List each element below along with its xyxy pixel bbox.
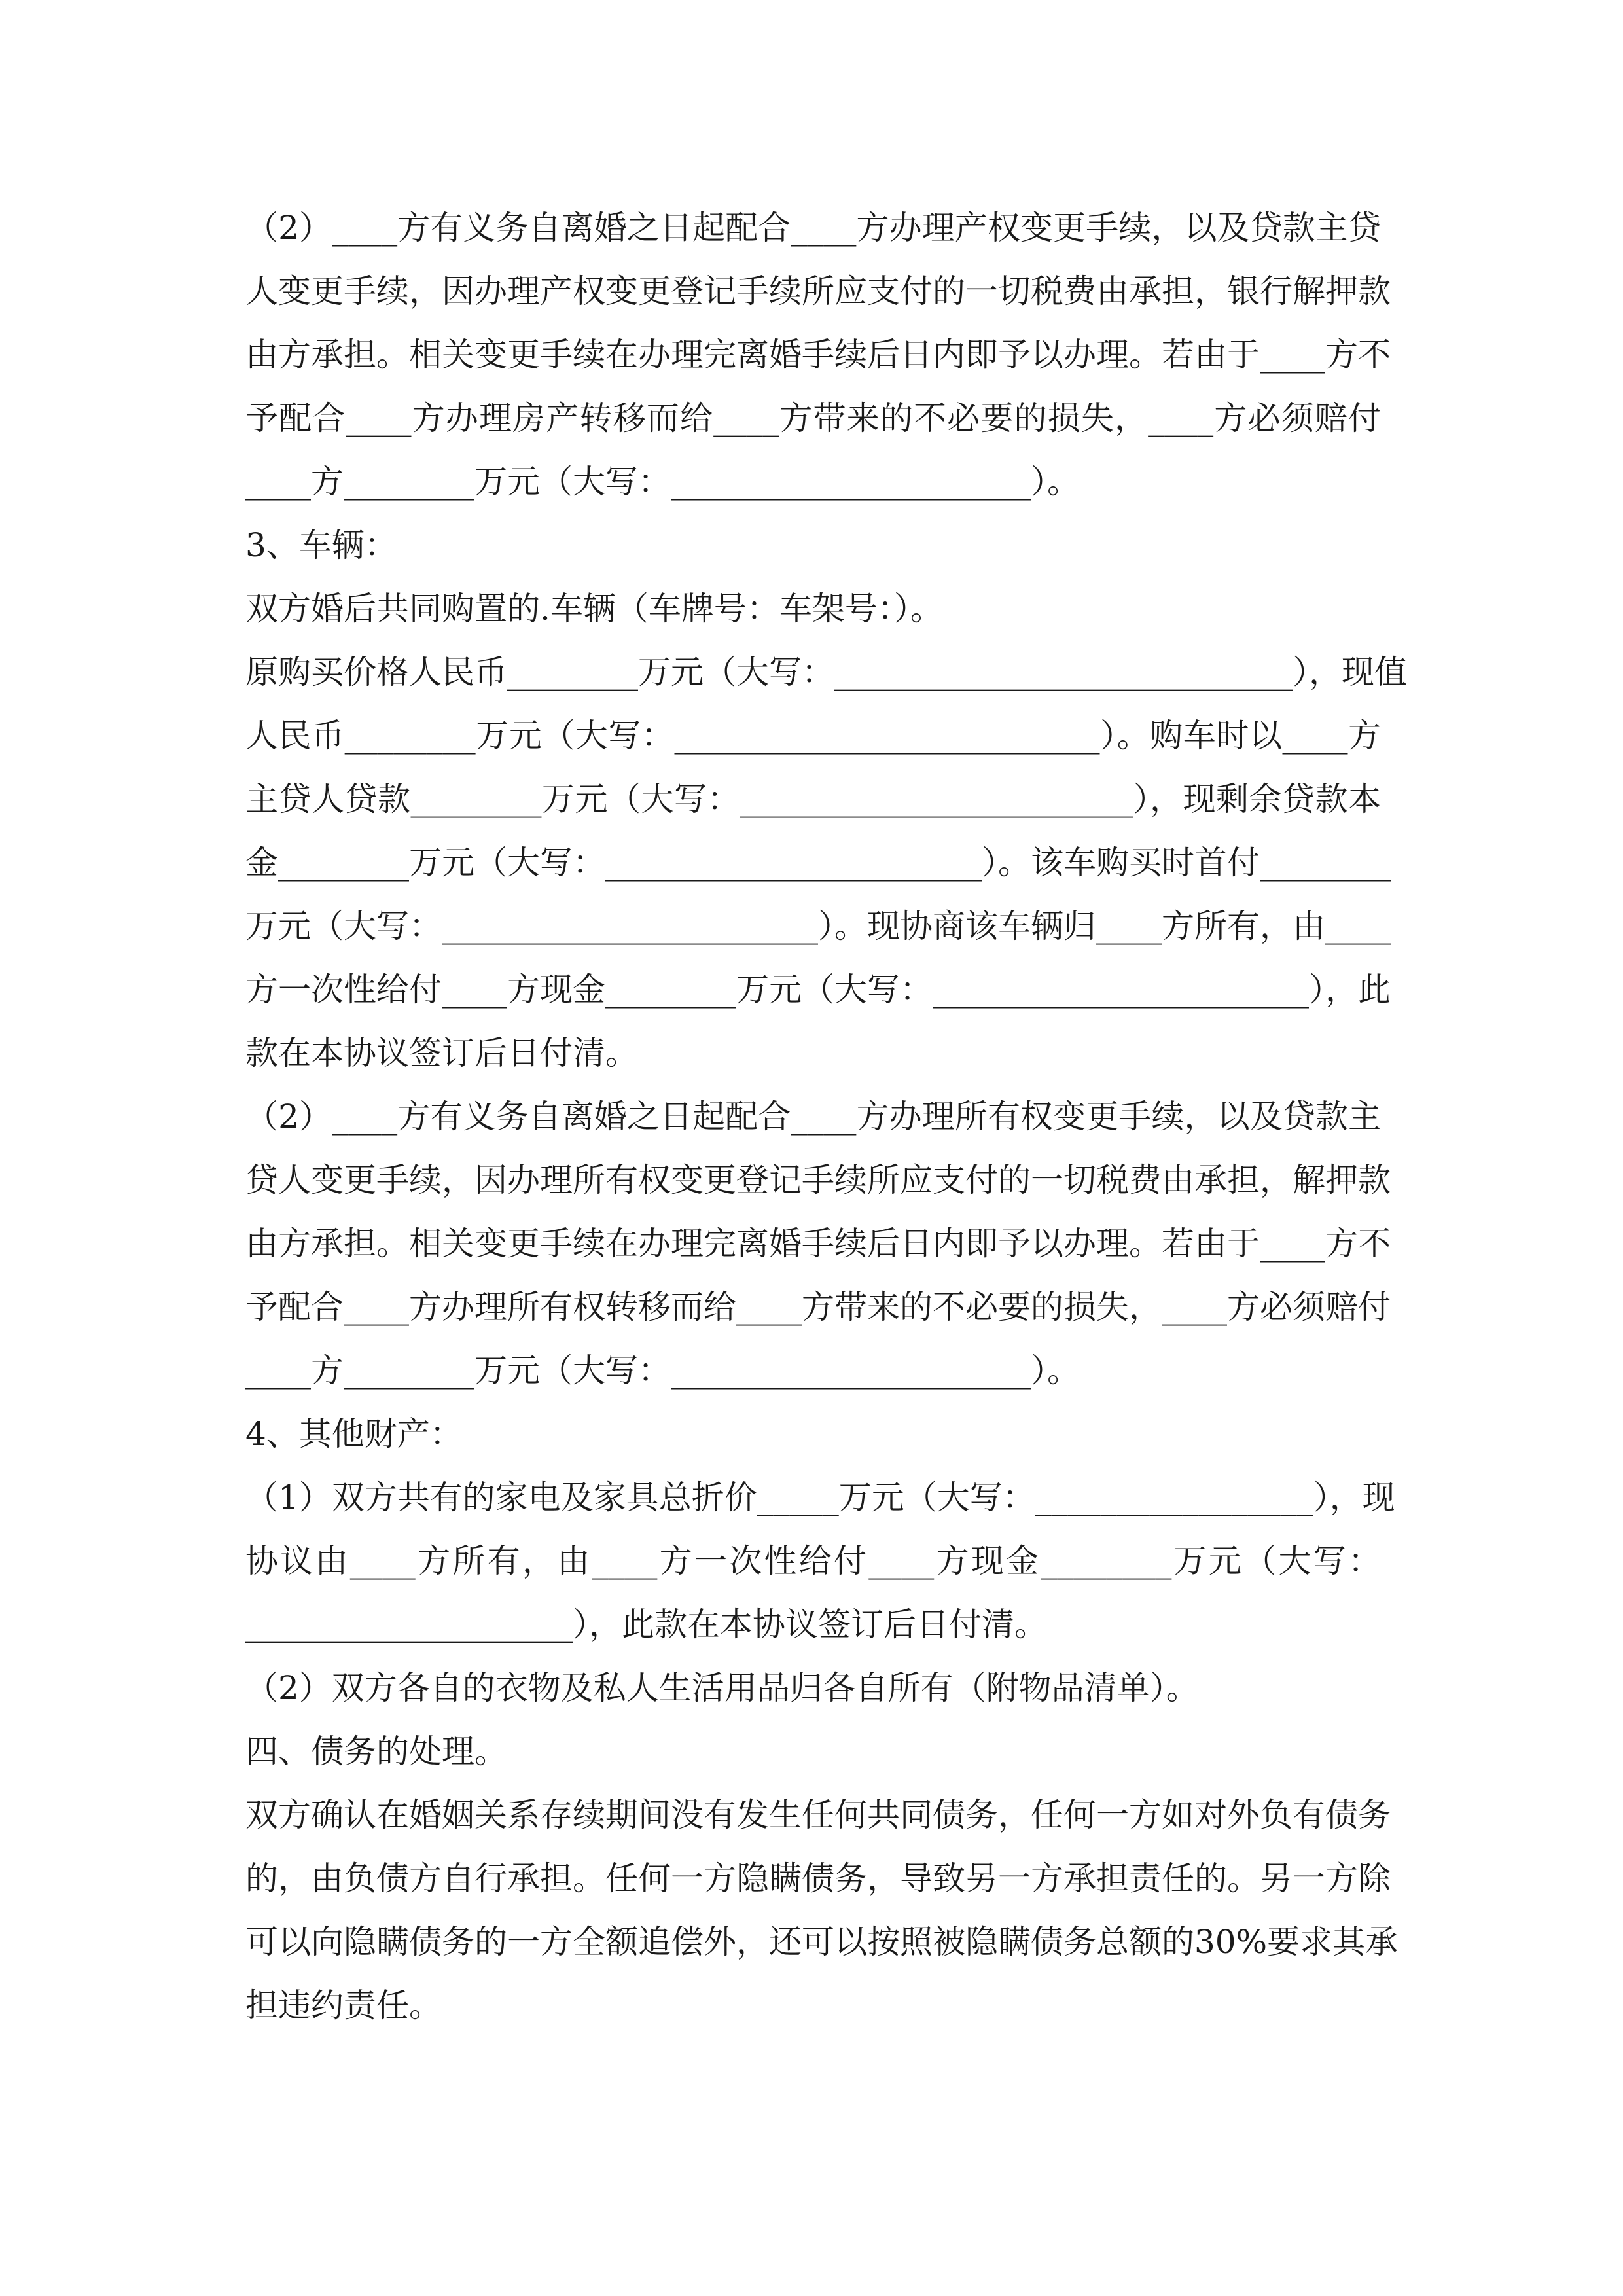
paragraph-line: （2）双方各自的衣物及私人生活用品归各自所有（附物品清单）。 <box>245 1669 1199 1707</box>
paragraph-line: 人变更手续，因办理产权变更登记手续所应支付的一切税费由承担，银行解押款 <box>245 272 1391 310</box>
paragraph-line: 可以向隐瞒债务的一方全额追偿外，还可以按照被隐瞒债务总额的30%要求其承 <box>245 1923 1399 1961</box>
paragraph-line: 担违约责任。 <box>245 1986 442 2024</box>
paragraph-line: （2）____方有义务自离婚之日起配合____方办理产权变更手续，以及贷款主贷 <box>245 209 1381 247</box>
section-heading: 四、债务的处理。 <box>245 1732 507 1770</box>
paragraph-line: ____________________），此款在本协议签订后日付清。 <box>245 1605 1047 1643</box>
paragraph-line: 由方承担。相关变更手续在办理完离婚手续后日内即予以办理。若由于____方不 <box>245 1225 1391 1263</box>
paragraph-line: （1）双方共有的家电及家具总折价_____万元（大写：_________________），现 <box>245 1479 1395 1516</box>
paragraph-line: 金________万元（大写：_______________________）。该车购买时首付________ <box>245 844 1391 882</box>
paragraph-line: ____方________万元（大写：______________________）。 <box>245 463 1080 501</box>
paragraph-line: 人民币________万元（大写：__________________________）。购车时以____方 <box>245 717 1381 755</box>
paragraph-line: 双方确认在婚姻关系存续期间没有发生任何共同债务，任何一方如对外负有债务 <box>245 1796 1391 1834</box>
paragraph-line: 原购买价格人民币________万元（大写：____________________________），现值 <box>245 653 1407 691</box>
document-body <box>245 196 1407 2037</box>
paragraph-line: 的，由负债方自行承担。任何一方隐瞒债务，导致另一方承担责任的。另一方除 <box>245 1859 1391 1897</box>
section-heading: 4、其他财产： <box>245 1415 463 1453</box>
paragraph-line: 款在本协议签订后日付清。 <box>245 1034 638 1072</box>
paragraph-line: 方一次性给付____方现金________万元（大写：_______________________），此 <box>245 971 1391 1009</box>
paragraph-line: 贷人变更手续，因办理所有权变更登记手续所应支付的一切税费由承担，解押款 <box>245 1161 1391 1199</box>
paragraph-line: 双方婚后共同购置的.车辆（车牌号：车架号：）。 <box>245 590 943 628</box>
paragraph-line: （2）____方有义务自离婚之日起配合____方办理所有权变更手续，以及贷款主 <box>245 1098 1381 1136</box>
paragraph-line: 协议由____方所有，由____方一次性给付____方现金________万元（大写： <box>245 1542 1381 1580</box>
paragraph-line: 予配合____方办理房产转移而给____方带来的不必要的损失，____方必须赔付 <box>245 399 1381 437</box>
paragraph-line: 万元（大写：_______________________）。现协商该车辆归____方所有，由____ <box>245 907 1391 945</box>
paragraph-line: 予配合____方办理所有权转移而给____方带来的不必要的损失，____方必须赔付 <box>245 1288 1391 1326</box>
section-heading: 3、车辆： <box>245 526 397 564</box>
paragraph-line: 主贷人贷款________万元（大写：________________________），现剩余贷款本 <box>245 780 1381 818</box>
paragraph-line: ____方________万元（大写：______________________）。 <box>245 1352 1080 1390</box>
paragraph-line: 由方承担。相关变更手续在办理完离婚手续后日内即予以办理。若由于____方不 <box>245 336 1391 374</box>
